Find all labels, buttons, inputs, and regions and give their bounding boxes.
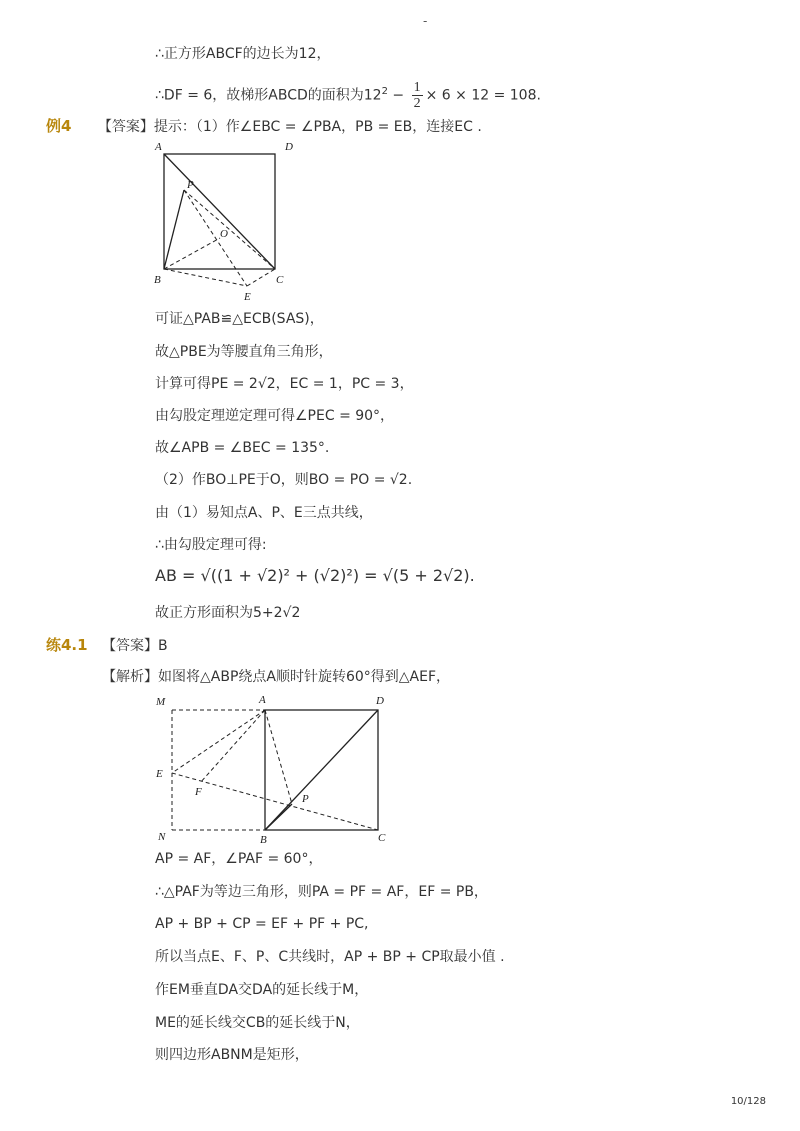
analysis-tag: 【解析】 [102, 669, 158, 685]
fig2-label-p: P [302, 793, 309, 805]
segment-pc [184, 190, 275, 269]
fraction-numerator: 1 [413, 80, 421, 95]
segment-bp [164, 190, 184, 269]
line-rectangle: 则四边形ABNM是矩形， [155, 1047, 309, 1063]
example-4-heading [46, 116, 482, 137]
line-right-angle: 由勾股定理逆定理可得∠PEC = 90°， [155, 408, 395, 424]
page-number: 10/128 [730, 1096, 766, 1107]
segment-ec-line [172, 773, 378, 830]
segment-ac [164, 154, 275, 269]
figure-rotation [150, 688, 400, 848]
fig2-label-f: F [195, 786, 202, 798]
line-congruent: 可证△PAB≌△ECB(SAS)， [155, 311, 324, 327]
example-4-hint: 提示：（1）作∠EBC = ∠PBA，PB = EB，连接EC . [153, 119, 482, 135]
practice-answer: B [158, 638, 168, 654]
fig1-label-p: P [187, 179, 194, 191]
segment-ap [265, 710, 292, 804]
header-mark: - [423, 14, 428, 28]
fraction-denominator: 2 [413, 96, 421, 111]
line-ab-formula: AB = √((1 + √2)² + (√2)²) = √(5 + 2√2). [155, 566, 475, 585]
segment-af [200, 710, 265, 783]
segment-pe [184, 190, 247, 286]
line-em-perpendicular: 作EM垂直DA交DA的延长线于M， [155, 982, 369, 998]
segment-ec [247, 269, 275, 286]
line-collinear: 由（1）易知点A、P、E三点共线， [155, 505, 373, 521]
line-minimum: 所以当点E、F、P、C共线时，AP + BP + CP取最小值 . [155, 949, 505, 965]
fig1-label-b: B [154, 274, 161, 286]
fig2-label-d: D [376, 695, 384, 707]
segment-bd [265, 710, 378, 830]
segment-be [164, 269, 247, 286]
line-compute-lengths: 计算可得PE = 2√2，EC = 1，PC = 3， [155, 376, 414, 392]
line-ap-af: AP = AF，∠PAF = 60°， [155, 851, 323, 867]
segment-bp-2 [265, 804, 292, 830]
fig1-label-a: A [155, 141, 162, 153]
segment-ae [172, 710, 265, 773]
line-pythagoras: ∴由勾股定理可得: [155, 537, 267, 553]
line-equilateral: ∴△PAF为等边三角形，则PA = PF = AF，EF = PB， [155, 884, 488, 900]
line-isosceles-right: 故△PBE为等腰直角三角形， [155, 344, 333, 360]
fraction-one-half [412, 80, 423, 111]
practice-answer-tag: 【答案】 [102, 638, 159, 654]
line-me-extension: ME的延长线交CB的延长线于N， [155, 1015, 360, 1031]
fig2-label-m: M [156, 696, 166, 708]
fig2-label-a: A [259, 694, 266, 706]
practice-4-1-heading [46, 635, 168, 656]
segment-bo [164, 238, 220, 269]
analysis-text: 如图将△ABP绕点A顺时针旋转60°得到△AEF， [158, 669, 451, 685]
line-square-side: ∴正方形ABCF的边长为12， [155, 46, 331, 62]
fig2-label-b: B [260, 834, 267, 846]
practice-4-1-label: 练4.1 [46, 636, 88, 654]
trapezoid-area-part1: ∴DF = 6，故梯形ABCD的面积为12 [155, 87, 382, 104]
fig1-label-o: O [220, 228, 228, 240]
trapezoid-area-minus: − [387, 87, 409, 104]
line-trapezoid-area [155, 80, 541, 111]
line-sum-equation: AP + BP + CP = EF + PF + PC, [155, 916, 369, 932]
fig2-label-e: E [156, 768, 163, 780]
example-4-label: 例4 [46, 117, 72, 135]
trapezoid-area-part2: × 6 × 12 = 108. [425, 87, 541, 104]
fig1-label-d: D [285, 141, 293, 153]
figure-square-abcd [150, 138, 300, 308]
analysis-line [102, 667, 450, 687]
fig1-label-c: C [276, 274, 284, 286]
line-angle-apb: 故∠APB = ∠BEC = 135°. [155, 440, 330, 456]
trapezoid-area-exponent: 2 [381, 85, 388, 97]
line-square-area: 故正方形面积为5+2√2 [155, 605, 301, 621]
fig2-label-c: C [378, 832, 386, 844]
answer-tag: 【答案】 [97, 119, 154, 135]
line-perpendicular-bo: （2）作BO⊥PE于O，则BO = PO = √2. [155, 472, 413, 488]
fig2-label-n: N [158, 831, 166, 843]
fig1-label-e: E [244, 291, 251, 303]
